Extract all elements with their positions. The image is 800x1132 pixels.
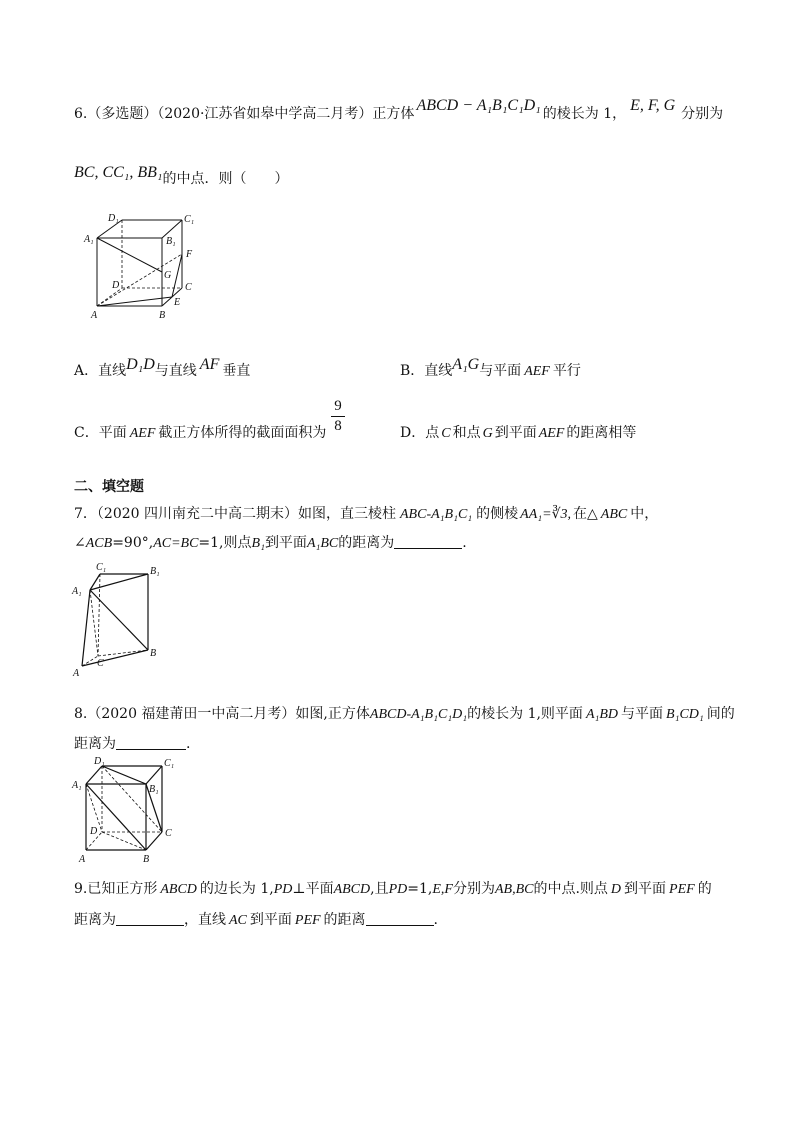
q7-plane: A₁BC [306,536,339,551]
label-B1: B₁ [150,566,160,577]
q7-text-e: 的距离为 [338,535,395,551]
option-b-suffix: 平行 [552,363,581,379]
label-A: A [79,854,86,865]
q7-sides: AC=BC [153,536,199,551]
q7-angle: ACB [85,536,113,551]
q9-text-c: ⊥平面 [292,881,334,897]
q7-edge: AA₁=∛3, [520,507,571,522]
q6-option-d[interactable] [400,422,636,442]
label-F: F [186,249,193,260]
q9-pef2: PEF [294,913,321,928]
q9-text-b: 的边长为 1, [199,881,274,897]
edge-ab [82,650,148,666]
label-D1: D₁ [94,756,105,767]
q9-text-h: 到平面 [624,881,667,897]
label-C: C [165,828,172,839]
segment-ef [172,254,182,297]
option-d-prefix: D．点 [400,425,440,441]
q9-text-e: =1, [407,881,433,897]
q6-line-1 [74,97,724,123]
label-A: A [91,310,98,321]
q9-answer-blank-2[interactable] [366,911,434,926]
label-B: B [150,648,157,659]
q7-end: . [462,535,467,551]
q7-mid: 中， [630,506,659,522]
q9-pef: PEF [669,882,695,897]
label-D: D [112,280,120,291]
q7-line-2 [74,532,467,552]
label-A1: A₁ [72,780,82,791]
q9-text-plane: 到平面 [249,912,292,928]
q7-answer-blank[interactable] [394,534,462,549]
fraction-denominator: 8 [334,418,342,434]
option-c-prefix: C．平面 [74,425,127,441]
q6-points: E, F, G [630,97,676,114]
q9-line-2 [74,909,438,929]
section-heading: 二、填空题 [74,479,144,495]
option-a-suffix: 垂直 [222,363,251,379]
option-c-suffix: 截正方体所得的截面面积为 [158,425,327,441]
q8-cube-figure [70,754,180,866]
q9-square: ABCD [160,882,197,897]
q9-square2: ABCD [333,882,371,897]
q7-prism: ABC-A₁B₁C₁ [400,507,473,522]
option-a-line1: D₁D [126,356,155,373]
q6-intro: 6.（多选题）（2020·江苏省如皋中学高二月考）正方体 [74,106,415,122]
q9-intro: 9.已知正方形 [74,881,158,897]
q9-line-1 [74,878,712,898]
edge-a1d1 [86,766,102,784]
option-d-point-c: C [441,426,451,441]
q6-option-a[interactable] [74,356,251,380]
hidden-edge-cb [98,650,148,656]
edge-b1c1 [146,766,162,784]
label-A: A [73,668,80,679]
option-d-mid1: 和点 [452,425,481,441]
q7-intro: 7．（2020 四川南充二中高二期末）如图，直三棱柱 [74,506,396,522]
option-a-prefix: A．直线 [74,363,127,379]
q8-line-2 [74,733,190,753]
q6-line-2 [74,164,289,188]
q6-option-b[interactable] [400,356,581,380]
segment-a1g [97,238,162,272]
fraction-bar [331,416,345,417]
label-C: C [97,658,104,669]
option-c-plane: AEF [129,426,156,441]
q8-plane2: B₁CD₁ [666,707,704,722]
q6-suffix: 分别为 [681,106,724,122]
q9-text-distance: 距离为 [74,912,116,928]
q7-prism-figure [70,558,170,683]
q6-question-end: 的中点．则（ ） [162,171,289,187]
q7-angle-value: =90°, [112,535,154,551]
label-D: D [90,826,98,837]
q6-cube-name: ABCD − A₁B₁C₁D₁ [416,97,541,114]
q9-answer-blank-1[interactable] [116,911,184,926]
q7-in: 在△ [573,506,598,522]
q9-text-i: 的 [697,881,712,897]
q8-intro: 8.（2020 福建莆田一中高二月考）如图,正方体 [74,706,370,722]
q6-cube-figure [82,210,202,325]
q8-cube: ABCD-A₁B₁C₁D₁ [369,707,468,722]
q8-text-d: 间的 [706,706,735,722]
label-C1: C₁ [96,562,107,573]
label-A1: A₁ [84,234,94,245]
label-B1: B₁ [166,236,176,247]
label-B: B [143,854,150,865]
q8-text-b: 的棱长为 1,则平面 [467,706,583,722]
option-b-prefix: B．直线 [400,363,453,379]
option-a-mid: 与直线 [154,363,197,379]
q9-ab: AB,BC [494,882,534,897]
segment-a1b [86,784,146,850]
label-B1: B₁ [149,784,159,795]
option-d-suffix: 的距离相等 [566,425,637,441]
hidden-segment-a1d [86,784,102,832]
q9-ac: AC [229,913,247,928]
option-b-plane: AEF [524,364,550,379]
option-b-line: A₁G [452,356,480,373]
label-E: E [174,297,181,308]
q8-text-distance: 距离为 [74,736,116,752]
hidden-segment-a1c [90,590,98,656]
q9-text-f: 分别为 [452,881,495,897]
q7-text-c: =1,则点 [198,535,252,551]
q9-text-g: 的中点.则点 [533,881,608,897]
label-C: C [185,282,192,293]
q8-end: . [186,736,191,752]
label-C1: C₁ [184,214,195,225]
q9-text-distance2: 的距离 [323,912,366,928]
q8-plane1: A₁BD [585,707,619,722]
edge-bc [146,832,162,850]
fraction-numerator: 9 [334,398,342,414]
q8-answer-blank[interactable] [116,735,186,750]
q9-ef: E,F [432,882,453,897]
option-d-point-g: G [482,426,493,441]
q9-text-d: ,且 [370,881,389,897]
option-b-mid: 与平面 [479,363,522,379]
q6-edge-text: 的棱长为 1， [542,106,627,122]
q7-point: B₁ [251,536,265,551]
segment-ae [97,297,172,306]
option-d-mid2: 到平面 [494,425,537,441]
label-A1: A₁ [72,586,82,597]
q7-edge-text: 的侧棱 [476,506,519,522]
label-G: G [164,270,172,281]
q9-text-line: ，直线 [184,912,226,928]
q9-d: D [610,882,622,897]
q9-pd: PD [273,882,293,897]
option-d-plane: AEF [538,426,565,441]
label-D1: D₁ [108,213,119,224]
hidden-segment-db [102,832,146,850]
hidden-edge-c1c [98,574,100,656]
q6-option-c[interactable] [74,422,326,442]
q8-line-1 [74,703,735,723]
q7-text-d: 到平面 [264,535,307,551]
q7-angle-sign: ∠ [74,535,86,551]
label-B: B [159,310,166,321]
q9-end: . [433,912,438,928]
label-C1: C₁ [164,758,175,769]
q7-line-1 [74,503,658,523]
q8-text-c: 与平面 [621,706,664,722]
q6-midpoints: BC, CC₁, BB₁ [74,164,163,181]
segment-d1b1 [102,766,146,784]
q9-pd2: PD [388,882,408,897]
option-a-line2: AF [199,356,220,373]
q7-triangle: ABC [600,507,628,522]
edge-a1a [82,590,90,666]
option-c-fraction [331,398,345,435]
